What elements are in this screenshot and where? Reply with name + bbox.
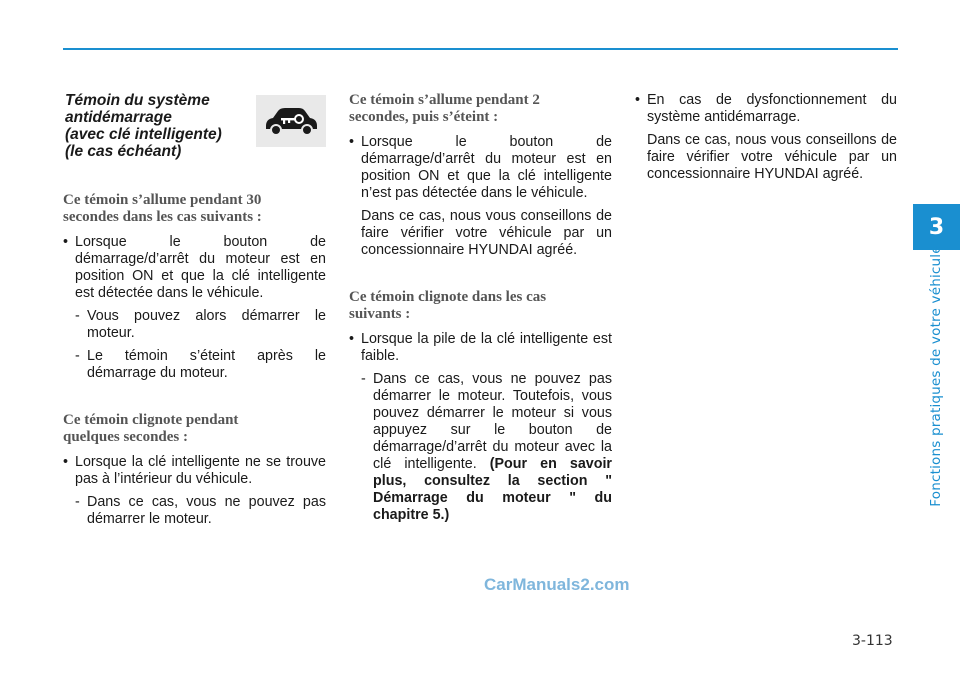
dash-item: - Le témoin s’éteint après le démarrage du moteur. — [63, 348, 326, 382]
page-number: 3-113 — [852, 633, 893, 649]
chapter-title: Fonctions pratiques de votre véhicule — [928, 245, 944, 507]
paragraph: Dans ce cas, nous vous conseillons de faire vérifier votre véhicule par un concessionnaire HYUNDAI agréé. — [361, 208, 612, 258]
feature-title: Témoin du système antidémarrage (avec clé intelligente) (le cas échéant) — [65, 92, 222, 160]
top-rule — [63, 48, 898, 50]
dash-item: - Vous pouvez alors démarrer le moteur. — [63, 308, 326, 342]
bullet-item: • Lorsque le bouton de démarrage/d’arrêt du moteur est en position ON et que la clé intelligente est détectée dans le véhicule. — [63, 234, 326, 302]
immobilizer-indicator-box — [256, 95, 326, 147]
section-heading: Ce témoin s’allume pendant 2 secondes, puis s’éteint : — [349, 92, 540, 125]
cross-reference: (Pour en savoir plus, consultez la section " Démarrage du moteur " du chapitre 5.) — [373, 456, 612, 523]
bullet-item: • En cas de dysfonctionnement du système antidémarrage. — [635, 92, 897, 126]
column-3 — [635, 92, 897, 189]
section-heading: Ce témoin s’allume pendant 30 secondes dans les cas suivants : — [63, 192, 262, 225]
bullet-item: • Lorsque la clé intelligente ne se trouve pas à l’intérieur du véhicule. — [63, 454, 326, 488]
bullet-item: • Lorsque la pile de la clé intelligente est faible. — [349, 331, 612, 365]
watermark: CarManuals2.com — [484, 575, 630, 594]
section-heading: Ce témoin clignote pendant quelques secondes : — [63, 412, 239, 445]
paragraph: Dans ce cas, nous vous conseillons de faire vérifier votre véhicule par un concessionnaire HYUNDAI agréé. — [647, 132, 897, 182]
column-2 — [349, 92, 612, 530]
dash-item: - Dans ce cas, vous ne pouvez pas démarrer le moteur. Toutefois, vous pouvez démarrer le moteur si vous appuyez sur le bouton de démarrage/d’arrêt du moteur avec la clé intelligente. (Pour en savoir plus, consultez la section " Démarrage du moteur " du chapitre 5.) — [349, 371, 612, 524]
column-1 — [63, 92, 326, 534]
chapter-number: 3 — [928, 214, 945, 240]
bullet-item: • Lorsque le bouton de démarrage/d’arrêt du moteur est en position ON et que la clé intelligente n’est pas détectée dans le véhicule. — [349, 134, 612, 202]
dash-item: - Dans ce cas, vous ne pouvez pas démarrer le moteur. — [63, 494, 326, 528]
feature-header — [63, 92, 326, 160]
section-heading: Ce témoin clignote dans les cas suivants : — [349, 289, 547, 322]
chapter-tab — [913, 204, 960, 250]
car-key-icon — [262, 104, 320, 138]
